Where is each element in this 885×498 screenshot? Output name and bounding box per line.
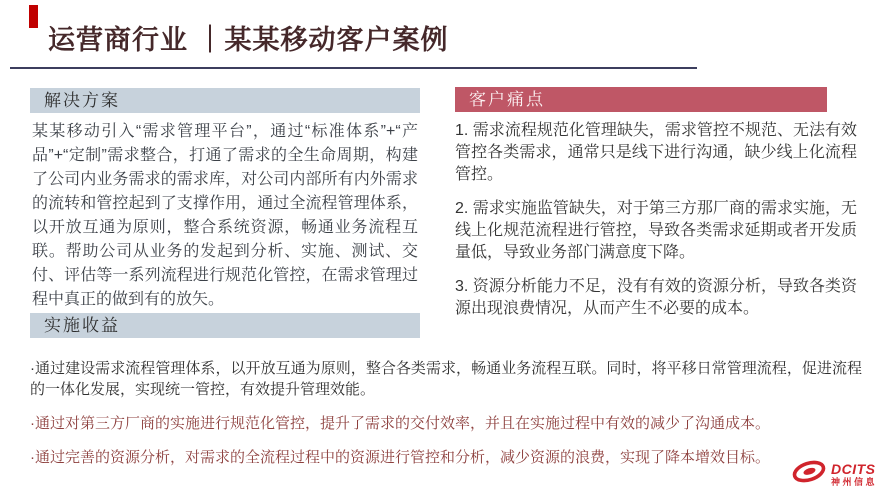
logo-brand-name: DCITS	[830, 460, 876, 477]
benefits-section	[30, 313, 862, 468]
title-accent-bar	[29, 5, 38, 28]
pain-point-item: 2. 需求实施监管缺失，对于第三方那厂商的需求实施，无线上化规范流程进行管控，导致各类需求延期或者开发质量低，导致业务部门满意度下降。	[455, 200, 857, 261]
solution-section	[30, 88, 420, 312]
solution-body-text: 某某移动引入“需求管理平台”，通过“标准体系”+“产品”+“定制”需求整合，打通了需求的全生命周期，构建了公司内业务需求的需求库，对公司内部所有内外需求的流转和管控起到了支撑作用，通过全流程管理体系，以开放互通为原则，整合系统资源，畅通业务流程互联。帮助公司从业务的发起到分析、实施、测试、交付、评估等一系列流程进行规范化管控，在需求管理过程中真正的做到有的放矢。	[32, 123, 418, 308]
title-divider	[10, 67, 697, 69]
page-title: 运营商行业 ｜某某移动客户案例	[48, 25, 449, 55]
pain-point-item: 1. 需求流程规范化管理缺失，需求管控不规范、无法有效管控各类需求，通常只是线下进行沟通，缺少线上化流程管控。	[455, 122, 857, 183]
solution-heading: 解决方案	[30, 88, 420, 113]
logo-company-name: 神州信息	[830, 476, 877, 487]
benefit-item: ·通过完善的资源分析，对需求的全流程过程中的资源进行管控和分析，减少资源的浪费，实现了降本增效目标。	[30, 449, 771, 466]
logo-text	[831, 462, 877, 487]
benefit-item: ·通过对第三方厂商的实施进行规范化管控，提升了需求的交付效率，并且在实施过程中有效的减少了沟通成本。	[30, 415, 771, 432]
company-logo	[791, 458, 877, 490]
benefit-item: ·通过建设需求流程管理体系，以开放互通为原则，整合各类需求，畅通业务流程互联。同时，将平移日常管理流程，促进流程的一体化发展，实现统一管控，有效提升管理效能。	[30, 360, 862, 398]
pain-points-heading: 客户痛点	[455, 87, 827, 112]
swirl-logo-icon	[791, 458, 827, 490]
pain-point-item: 3. 资源分析能力不足，没有有效的资源分析，导致各类资源出现浪费情况，从而产生不必要的成本。	[455, 278, 857, 317]
pain-points-section	[455, 87, 857, 320]
benefits-heading: 实施收益	[30, 313, 420, 338]
